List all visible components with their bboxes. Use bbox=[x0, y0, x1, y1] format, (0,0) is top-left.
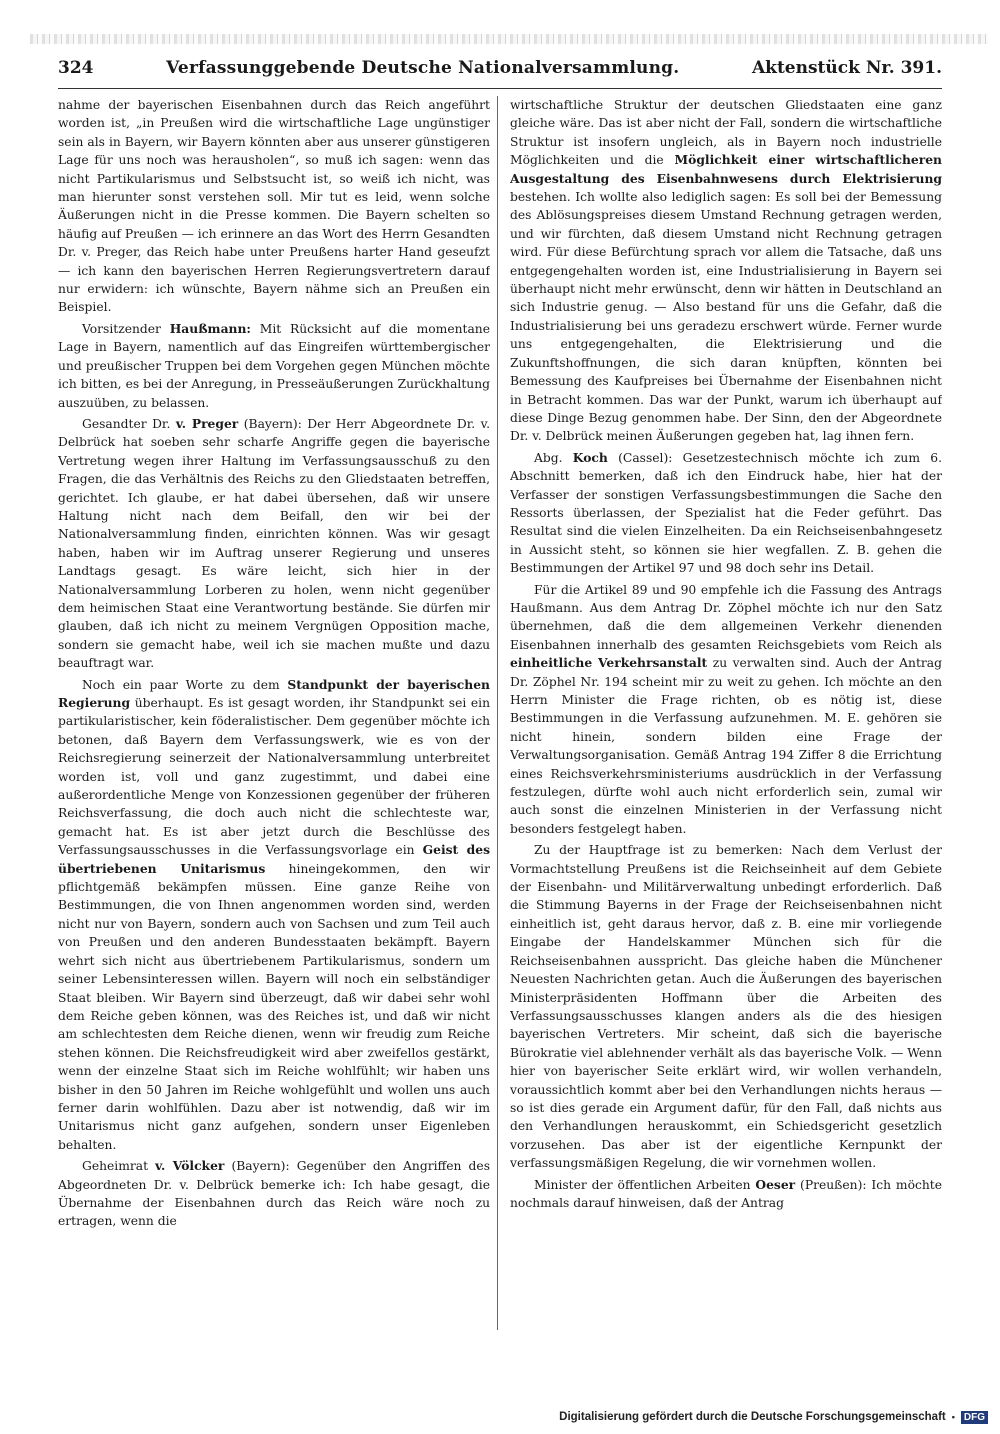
paragraph-text: Noch ein paar Worte zu dem bbox=[82, 677, 288, 692]
page-header bbox=[58, 58, 942, 89]
paragraph bbox=[510, 96, 942, 446]
digitization-credit bbox=[559, 1407, 988, 1427]
paragraph bbox=[510, 1176, 942, 1213]
paragraph bbox=[58, 96, 490, 317]
paragraph bbox=[58, 676, 490, 1155]
paragraph-text: Vorsitzender bbox=[82, 321, 170, 336]
paragraph-text: Zu der Hauptfrage ist zu bemerken: Nach dem Verlust der Vormachtstellung Preußens ist die Reichseinheit auf dem Gebiete der Eisenbahn- und Militärverwaltung unbedingt erforderlich. Daß die Stimmung Bayerns in der Frage der Reichseisenbahnen nicht einheitlich ist, geht daraus hervor, daß z. B. eine mir vorliegende Eingabe der Handelskammer München sich für die Reichseisenbahnen ausspricht. Das gleiche haben die Münchener Neuesten Nachrichten getan. Auch die Äußerungen des bayerischen Ministerpräsidenten Hoffmann über die Arbeiten des Verfassungsausschusses klangen anders als die des hiesigen bayerischen Vertreters. Mir scheint, daß sich die bayerische Bürokratie viel ablehnender verhält als das bayerische Volk. — Wenn hier von bayerischer Seite erklärt wird, wir wollen verhandeln, voraussichtlich kommt aber bei den Verhandlungen nichts heraus — so ist dies gerade ein Argument dafür, für den Fall, daß nichts aus den Verhandlungen herauskommt, ein Schiedsgericht gesetzlich vorzusehen. Das aber ist der eigentliche Kernpunkt der verfassungsmäßigen Regelung, die wir vornehmen wollen. bbox=[510, 843, 942, 1171]
paragraph bbox=[58, 415, 490, 673]
paragraph-text: Für die Artikel 89 und 90 empfehle ich die Fassung des Antrags Haußmann. Aus dem Antrag Dr. Zöphel möchte ich nur den Satz übernehmen, daß die dem allgemeinen Verkehr dienenden Eisenbahnen innerhalb des gesamten Reichsgebiets vom Reich als bbox=[510, 582, 942, 652]
paragraph-text: (Cassel): Gesetzestechnisch möchte ich zum 6. Abschnitt bemerken, daß ich den Eindruck habe, hier hat der Verfasser der sonstigen Verfassungsbestimmungen die Sache den Ressorts überlassen, der Spezialist hat die Feder geführt. Das Resultat sind die vielen Einzelheiten. Da ein Reichseisenbahngesetz in Aussicht steht, so können sie hier wegfallen. Z. B. gehen die Bestimmungen der Artikel 97 und 98 doch sehr ins Detail. bbox=[510, 450, 942, 576]
paragraph bbox=[510, 581, 942, 839]
credit-text: Digitalisierung gefördert durch die Deutsche Forschungsgemeinschaft bbox=[559, 1411, 946, 1423]
paragraph-text: nahme der bayerischen Eisenbahnen durch das Reich angeführt worden ist, „in Preußen wird die wirtschaftliche Lage ungünstiger sein als in Bayern, wir Bayern könnten aber aus unserer günstigeren Lage für uns noch was herausholen“, so muß ich sagen: wenn das nicht Partikularismus und Selbstsucht ist, so weiß ich nicht, was man hierunter sonst verstehen soll. Mir tut es leid, wenn solche Äußerungen nicht in die Presse kommen. Die Bayern schelten so häufig auf Preußen — ich erinnere an das Wort des Herrn Gesandten Dr. v. Preger, das Reich habe unter Preußens harter Hand geseufzt — ich kann den bayerischen Herren Regierungsvertretern darauf nur erwidern: ich wünschte, Bayern nähme sich an Preußen ein Beispiel. bbox=[58, 98, 490, 315]
left-column bbox=[58, 96, 490, 1330]
page-number: 324 bbox=[58, 58, 94, 78]
dfg-logo: DFG bbox=[961, 1411, 988, 1424]
speaker-or-emphasis: Haußmann: bbox=[169, 320, 251, 336]
paragraph-text: (Bayern): Der Herr Abgeordnete Dr. v. Delbrück hat soeben sehr scharfe Angriffe gegen die bayerische Vertretung wegen ihrer Haltung im Verfassungsausschuß zu den Fragen, die das Verhältnis des Reichs zu den Gliedstaaten betreffen, gerichtet. Ich glaube, er hat dabei übersehen, daß wir unsere Haltung nicht nach dem Beifall, den wir bei der Nationalversammlung finden, einrichten können. Was wir gesagt haben, haben wir im Auftrag unserer Regierung und unseres Landtags gesagt. Es wäre leicht, sich hier in der Nationalversammlung Lorberen zu holen, wenn nicht gegenüber dem heimischen Staat eine Verantwortung bestände. Sie dürfen mir glauben, daß ich nicht zu meinem Vergnügen Opposition mache, sondern sie gemacht habe, weil ich sie machen mußte und dazu beauftragt war. bbox=[58, 416, 490, 671]
document-reference: Aktenstück Nr. 391. bbox=[751, 58, 942, 78]
paragraph-text: Geheimrat bbox=[82, 1159, 156, 1174]
paragraph-text: (Bayern): Gegenüber den Angriffen des Abgeordneten Dr. v. Delbrück bemerke ich: Ich habe gesagt, die Übernahme der Eisenbahnen durch das Reich wäre noch zu ertragen, wenn die bbox=[58, 1159, 490, 1229]
paragraph-text: hineingekommen, den wir pflichtgemäß bekämpfen müssen. Eine ganze Reihe von Bestimmungen, die von Ihnen angenommen worden sind, werden nicht nur von Bayern, sondern auch von Sachsen und zum Teil auch von Preußen und den anderen Bundesstaaten bekämpft. Bayern wehrt sich nicht aus übertriebenem Partikularismus, sondern um seiner Lebensinteressen willen. Bayern will noch ein selbständiger Staat bleiben. Wir Bayern sind überzeugt, daß wir dabei sehr wohl dem Reiche geben können, was des Reiches ist, und daß wir nicht am schlechtesten dem Reiche dienen, wenn wir freudig zum Reiche stehen können. Die Reichsfreudigkeit wird aber zweifellos gestärkt, wenn der einzelne Staat sich im Reiche wohlfühlt; wir haben uns bisher in den 50 Jahren im Reiche wohlgefühlt und wollen uns auch ferner darin wohlfühlen. Dazu aber ist notwendig, daß wir im Unitarismus nicht ganz aufgehen, sondern unser Eigenleben behalten. bbox=[58, 861, 490, 1152]
paragraph-text: Mit Rücksicht auf die momentane Lage in Bayern, namentlich auf das Eingreifen württembergischer und preußischer Truppen bei dem Vorgehen gegen München möchte ich bitten, es bei der Anregung, in Presseäußerungen Zurückhaltung auszuüben, zu belassen. bbox=[58, 321, 490, 410]
speaker-or-emphasis: v. Völcker bbox=[155, 1158, 225, 1174]
paragraph-text: (Preußen): Ich möchte nochmals darauf hinweisen, daß der Antrag bbox=[510, 1177, 942, 1210]
scan-noise-strip bbox=[30, 34, 988, 44]
speaker-or-emphasis: einheitliche Verkehrsanstalt bbox=[510, 655, 708, 671]
speaker-or-emphasis: Möglichkeit einer wirtschaftlicheren Ausgestaltung des Eisenbahnwesens durch Elektrisierung bbox=[510, 152, 942, 186]
speaker-or-emphasis: v. Preger bbox=[175, 415, 239, 431]
paragraph-text: Minister der öffentlichen Arbeiten bbox=[534, 1177, 756, 1192]
speaker-or-emphasis: Koch bbox=[572, 449, 608, 465]
paragraph bbox=[58, 1157, 490, 1231]
paragraph bbox=[58, 320, 490, 412]
paragraph bbox=[510, 841, 942, 1172]
speaker-or-emphasis: Standpunkt der bayerischen Regierung bbox=[58, 676, 490, 710]
paragraph bbox=[510, 449, 942, 578]
paragraph-text: Gesandter Dr. bbox=[82, 416, 176, 431]
running-title: Verfassunggebende Deutsche Nationalversammlung. bbox=[166, 58, 680, 78]
paragraph-text: überhaupt. Es ist gesagt worden, ihr Standpunkt sei ein partikularistischer, kein föderalistischer. Dem gegenüber möchte ich betonen, daß Bayern dem Verfassungswerk, wie es von der Reichsregierung seinerzeit der Nationalversammlung unterbreitet worden ist, voll und ganz zugestimmt, und dabei eine außerordentliche Menge von Konzessionen gegenüber der früheren Reichsverfassung, die doch auch nicht die schlechteste war, gemacht hat. Es ist aber jetzt durch die Beschlüsse des Verfassungsausschusses in die Verfassungsvorlage ein bbox=[58, 696, 490, 858]
paragraph-text: Abg. bbox=[534, 450, 573, 465]
speaker-or-emphasis: Geist des übertriebenen Unitarismus bbox=[58, 842, 490, 876]
paragraph-text: bestehen. Ich wollte also lediglich sagen: Es soll bei der Bemessung des Ablösungspreises diesem Umstand Rechnung getragen werden, und wir fürchten, daß diesem Umstand nicht Rechnung getragen wird. Für diese Befürchtung sprach vor allem die Tatsache, daß uns entgegengehalten worden ist, eine Industrialisierung in Bayern sei überhaupt nicht mehr erwünscht, denn wir hätten in Deutschland an sich Industrie genug. — Also bestand für uns die Gefahr, daß die Industrialisierung bei uns geradezu erschwert würde. Ferner wurde uns entgegengehalten, die Elektrisierung und die Zukunftshoffnungen, die sich daran knüpften, könnten bei Bemessung des Kaufpreises bei Übernahme der Eisenbahnen nicht in Betracht kommen. Das war der Punkt, warum ich überhaupt auf diese Dinge Bezug genommen habe. Der Sinn, den der Abgeordnete Dr. v. Delbrück meinen Äußerungen gegeben hat, lag ihnen fern. bbox=[510, 190, 942, 444]
right-column bbox=[510, 96, 942, 1330]
column-divider bbox=[497, 96, 498, 1330]
paragraph-text: wirtschaftliche Struktur der deutschen Gliedstaaten eine ganz gleiche wäre. Das ist aber nicht der Fall, sondern die wirtschaftliche Struktur ist insofern ungleich, als in Bayern noch industrielle Möglichkeiten und die bbox=[510, 98, 942, 168]
paragraph-text: zu verwalten sind. Auch der Antrag Dr. Zöphel Nr. 194 scheint mir zu weit zu gehen. Ich möchte an den Herrn Minister die Frage richten, ob es nötig ist, diese Bestimmungen in die Verfassung aufzunehmen. M. E. gehören sie nicht hinein, sondern bilden eine Frage der Verwaltungsorganisation. Gemäß Antrag 194 Ziffer 8 die Errichtung eines Reichsverkehrsministeriums ausdrücklich in der Verfassung festzulegen, dürfte wohl auch nicht erforderlich sein, zumal wir auch sonst die einzelnen Ministerien in der Verfassung nicht besonders festgelegt haben. bbox=[510, 656, 942, 836]
credit-separator: • bbox=[951, 1412, 955, 1422]
speaker-or-emphasis: Oeser bbox=[755, 1176, 796, 1192]
